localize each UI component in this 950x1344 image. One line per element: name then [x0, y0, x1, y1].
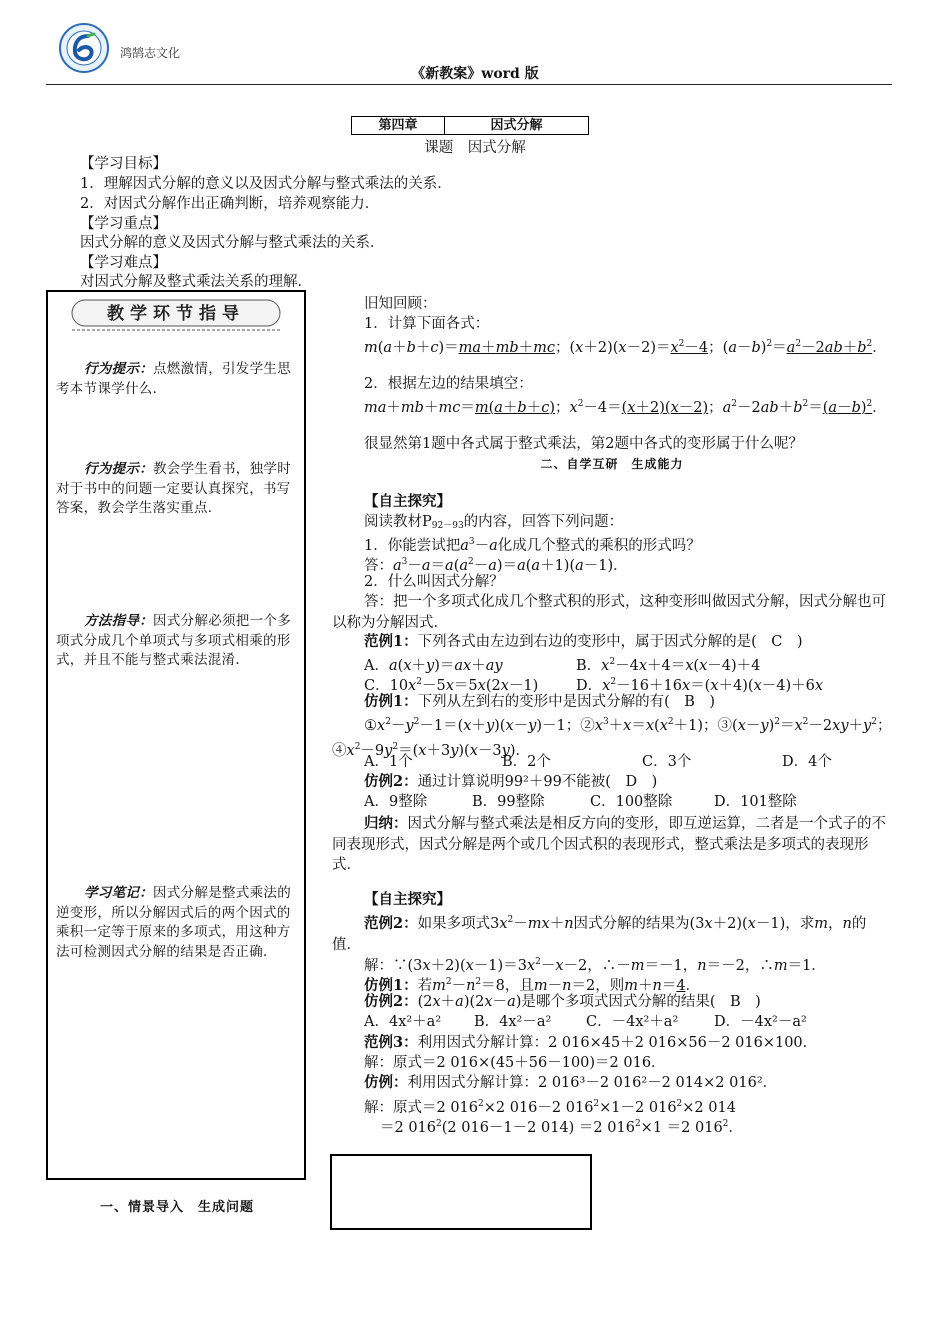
example-1-options-cd: C．$10x^2-5x=5x(2x-1)$ D．$x^2-16+16x=(x+4)(x-4)+6x$: [364, 677, 824, 694]
sidebar-guide: [46, 290, 306, 1180]
follow-2-2-options: A．4x²＋a² B．4x²－a² C．－4x²＋a² D．－4x²－a²: [364, 1014, 807, 1030]
difficulty-text: 对因式分解及整式乘法关系的理解．: [80, 274, 312, 290]
follow-2: 仿例2：通过计算说明99²＋99不能被( D ): [364, 773, 658, 790]
review-q2-formulas: ma＋mb＋mc＝m(a＋b＋c)；$x^2-4=(x+2)(x-2)$；$a^2-2ab+b^2=(a-b)^2$．: [364, 399, 887, 416]
explore1-read: 阅读教材$P_{92-93}$的内容，回答下列问题：: [364, 514, 624, 531]
header-divider: [46, 84, 892, 85]
explore1-heading: 【自主探究】: [364, 493, 451, 510]
review-question: 很显然第1题中各式属于整式乘法，第2题中各式的变形属于什么呢？: [364, 436, 803, 452]
document-title: 《新教案》word 版: [411, 66, 539, 82]
review-title: 旧知回顾：: [364, 296, 437, 312]
sidebar-note-2: 行为提示：教会学生看书，独学时对于书中的问题一定要认真探究，书写答案，教会学生落实重点．: [56, 461, 291, 516]
section-2-title: 二、自学互研 生成能力: [540, 457, 684, 471]
follow-2-options: A．9整除 B．99整除 C．100整除 D．101整除: [364, 794, 797, 810]
follow-1: 仿例1：下列从左到右的变形中是因式分解的有( B ): [364, 693, 716, 710]
focus-text: 因式分解的意义及因式分解与整式乘法的关系．: [80, 235, 385, 251]
focus-heading: 【学习重点】: [80, 216, 167, 232]
follow-3: 仿例：利用因式分解计算：2 016³－2 016²－2 014×2 016²．: [364, 1074, 778, 1091]
notes-box: [330, 1154, 592, 1230]
guide-banner: [70, 298, 282, 332]
goal-1: 1．理解因式分解的意义以及因式分解与整式乘法的关系．: [80, 176, 452, 192]
example-2: 范例2：如果多项式$3x^2-mx+n$因式分解的结果为(3x＋2)(x－1)，求m，n的值．: [332, 915, 867, 953]
summary: 归纳：因式分解与整式乘法是相反方向的变形，即互逆运算，二者是一个式子的不同表现形式，因式分解是两个或几个因式积的表现形式，整式乘法是多项式的表现形式．: [332, 815, 886, 873]
example-1-options-ab: A．a(x＋y)＝ax＋ay B．$x^2-4x+4=x(x-4)+4$: [364, 657, 761, 674]
chapter-number: 第四章: [352, 117, 445, 134]
example-1: 范例1：下列各式由左边到右边的变形中，属于因式分解的是( C ): [364, 633, 803, 650]
brand-name: 鸿鹄志文化: [120, 46, 181, 60]
sidebar-note-3: 方法指导：因式分解必须把一个多项式分成几个单项式与多项式相乘的形式，并且不能与整式乘法混淆．: [56, 613, 291, 668]
explore1-a2: 答：把一个多项式化成几个整式积的形式，这种变形叫做因式分解，因式分解也可以称为分解因式．: [332, 594, 886, 631]
chapter-name: 因式分解: [490, 118, 543, 133]
follow-3-solution-1: 解：原式＝2 $016^2\times 2$ 016－2 $016^2\times 1-2$ $016^2\times 2$ 014: [364, 1099, 736, 1116]
example-3-solution: 解：原式＝2 016×(45＋56－100)＝2 016．: [364, 1055, 666, 1071]
follow-3-solution-2: ＝2 $016^2(2$ 016－1－2 014) ＝2 $016^2\times 1 =2$ $016^2$．: [380, 1119, 743, 1136]
guide-banner-text: 教学环节指导: [107, 304, 245, 324]
sidebar-note-1: 行为提示：点燃激情，引发学生思考本节课学什么．: [56, 361, 291, 397]
goals-heading: 【学习目标】: [80, 156, 167, 172]
review-q1-formulas: m(a＋b＋c)＝ma＋mb＋mc；$(x+2)(x-2)=x^2-4$；$(a-b)^2=a^2-2ab+b^2$．: [364, 339, 887, 356]
explore1-q2: 2．什么叫因式分解？: [364, 574, 504, 590]
section-1-title: 一、情景导入 生成问题: [100, 1200, 255, 1215]
example-2-solution: 解：$\because(3x+2)(x-1)=3x^2-x-2$，∴－m＝－1，n＝－2，∴m＝1．: [364, 957, 826, 974]
follow-1-items: $①x^2-y^2-1=(x+y)(x-y)-1$；$②x^3+x=x(x^2+1)$；$③(x-y)^2=x^2-2xy+y^2$；$④x^2-9y^2=(x+3y)(x-3y)$．: [332, 717, 892, 759]
explore1-q1: 1．你能尝试把$a^3-a$化成几个整式的乘积的形式吗？: [364, 537, 701, 554]
chapter-box: [351, 116, 589, 135]
follow-1-options: A．1个 B．2个 C．3个 D．4个: [364, 754, 832, 770]
review-q1: 1．计算下面各式：: [364, 316, 490, 332]
review-q2: 2．根据左边的结果填空：: [364, 376, 533, 392]
difficulty-heading: 【学习难点】: [80, 255, 167, 271]
explore1-a1: 答：$a^3-a=a(a^2-a)=a(a+1)(a-1)$．: [364, 557, 628, 574]
follow-2-1: 仿例1：若$m^2-n^2=8$，且m－n＝2，则m＋n＝4．: [364, 977, 701, 994]
example-3: 范例3：利用因式分解计算：2 016×45＋2 016×56－2 016×100．: [364, 1034, 818, 1051]
lesson-title: 课题 因式分解: [424, 140, 526, 156]
follow-2-2: 仿例2：(2x＋a)(2x－a)是哪个多项式因式分解的结果( B ): [364, 993, 761, 1010]
sidebar-note-4: 学习笔记：因式分解是整式乘法的逆变形，所以分解因式后的两个因式的乘积一定等于原来的多项式，用这种方法可检测因式分解的结果是否正确．: [56, 885, 291, 960]
goal-2: 2．对因式分解作出正确判断，培养观察能力．: [80, 196, 380, 212]
explore2-heading: 【自主探究】: [364, 891, 451, 908]
